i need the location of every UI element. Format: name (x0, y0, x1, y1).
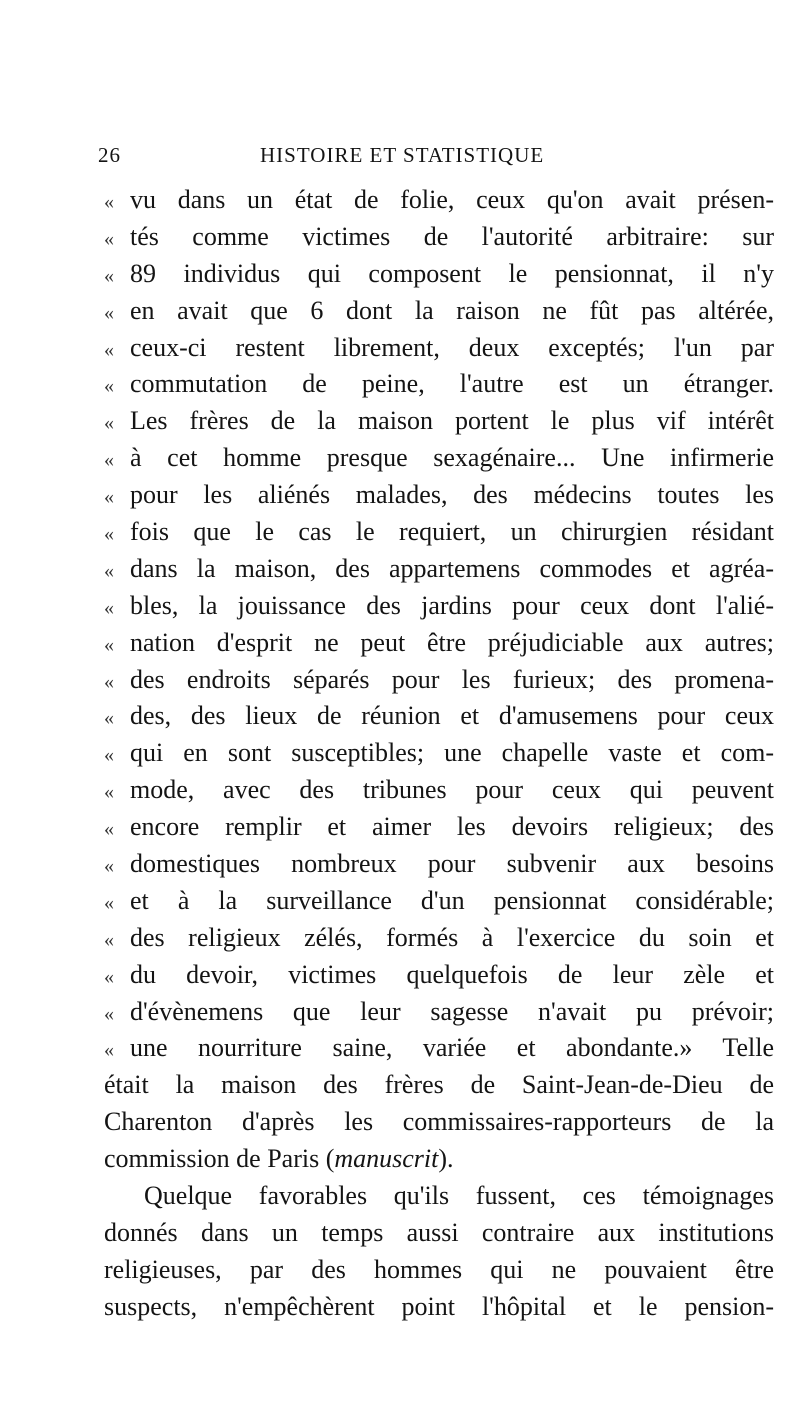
line-text: des religieux zélés, formés à l'exercice du soin et (130, 922, 774, 952)
quote-mark: « (104, 523, 114, 546)
quoted-line (104, 588, 774, 625)
quote-mark: « (104, 781, 114, 804)
quote-mark: « (104, 855, 114, 878)
body-text (104, 182, 774, 1326)
quoted-line (104, 440, 774, 477)
quoted-line (104, 846, 774, 883)
quoted-line (104, 293, 774, 330)
quote-mark: « (104, 818, 114, 841)
quoted-line (104, 772, 774, 809)
line-text: 89 individus qui composent le pensionnat, il n'y (130, 258, 774, 288)
line-text: des, des lieux de réunion et d'amusemens pour ceux (130, 701, 774, 731)
quote-mark: « (104, 633, 114, 656)
line-text: suspects, n'empêchèrent point l'hôpital et le pension- (104, 1291, 774, 1321)
quote-mark: « (104, 301, 114, 324)
line-text: Charenton d'après les commissaires-rapporteurs de la (104, 1107, 774, 1137)
quoted-line (104, 957, 774, 994)
quote-mark: « (104, 707, 114, 730)
quote-mark: « (104, 670, 114, 693)
line-text: une nourriture saine, variée et abondante.» Telle (130, 1033, 774, 1063)
text-line (104, 1289, 774, 1326)
line-text: dans la maison, des appartemens commodes et agréa- (130, 553, 774, 583)
line-text: religieuses, par des hommes qui ne pouvaient être (104, 1254, 774, 1284)
quoted-line (104, 994, 774, 1031)
quote-mark: « (104, 1002, 114, 1025)
line-text: tés comme victimes de l'autorité arbitraire: sur (130, 221, 774, 251)
page-number: 26 (98, 143, 121, 167)
quoted-passage (104, 182, 774, 1067)
line-text: Les frères de la maison portent le plus vif intérêt (130, 406, 774, 436)
line-text: était la maison des frères de Saint-Jean-de-Dieu de (104, 1070, 774, 1100)
continuation-passage (104, 1067, 774, 1141)
running-title: HISTOIRE ET STATISTIQUE (260, 143, 545, 167)
quoted-line (104, 551, 774, 588)
quoted-line (104, 477, 774, 514)
line-text: nation d'esprit ne peut être préjudiciable aux autres; (130, 627, 774, 657)
quoted-line (104, 883, 774, 920)
line-text: Quelque favorables qu'ils fussent, ces témoignages (144, 1181, 774, 1211)
quoted-line (104, 256, 774, 293)
quoted-line (104, 330, 774, 367)
line-text: vu dans un état de folie, ceux qu'on avait présen- (130, 185, 774, 214)
quoted-line (104, 809, 774, 846)
citation-text-before: commission de Paris ( (104, 1144, 335, 1174)
line-text: des endroits séparés pour les furieux; des promena- (130, 664, 774, 694)
quoted-line (104, 698, 774, 735)
quote-mark: « (104, 559, 114, 582)
quote-mark: « (104, 338, 114, 361)
line-text: donnés dans un temps aussi contraire aux institutions (104, 1217, 774, 1247)
quote-mark: « (104, 1039, 114, 1062)
quote-mark: « (104, 744, 114, 767)
line-text: pour les aliénés malades, des médecins toutes les (130, 480, 774, 510)
line-text: ceux-ci restent librement, deux exceptés; l'un par (130, 332, 774, 362)
quoted-line (104, 625, 774, 662)
quote-mark: « (104, 891, 114, 914)
quoted-line (104, 735, 774, 772)
line-text: du devoir, victimes quelquefois de leur zèle et (130, 959, 774, 989)
line-text: bles, la jouissance des jardins pour ceux dont l'alié- (130, 590, 774, 620)
quote-mark: « (104, 486, 114, 509)
quoted-line (104, 403, 774, 440)
text-line (104, 1067, 774, 1104)
text-line (104, 1178, 774, 1215)
quoted-line (104, 219, 774, 256)
quote-mark: « (104, 596, 114, 619)
source-citation-line (104, 1141, 774, 1178)
quote-mark: « (104, 191, 114, 213)
citation-italic: manuscrit (334, 1144, 439, 1174)
running-head (98, 143, 778, 173)
quoted-line (104, 920, 774, 957)
text-line (104, 1104, 774, 1141)
line-text: et à la surveillance d'un pensionnat considérable; (130, 885, 774, 915)
line-text: qui en sont susceptibles; une chapelle vaste et com- (130, 738, 774, 768)
quote-mark: « (104, 264, 114, 287)
line-text: domestiques nombreux pour subvenir aux besoins (130, 849, 774, 879)
quoted-line (104, 366, 774, 403)
quoted-line (104, 1030, 774, 1067)
quote-mark: « (104, 965, 114, 988)
line-text: à cet homme presque sexagénaire... Une infirmerie (130, 443, 774, 473)
text-line (104, 1215, 774, 1252)
line-text: en avait que 6 dont la raison ne fût pas altérée, (130, 295, 774, 325)
line-text: d'évènemens que leur sagesse n'avait pu prévoir; (130, 996, 774, 1026)
quoted-line (104, 662, 774, 699)
quote-mark: « (104, 375, 114, 398)
citation-text-after: ). (438, 1144, 454, 1174)
line-text: mode, avec des tribunes pour ceux qui peuvent (130, 775, 774, 805)
quoted-line (104, 182, 774, 219)
quoted-line (104, 514, 774, 551)
quote-mark: « (104, 928, 114, 951)
quote-mark: « (104, 449, 114, 472)
second-paragraph (104, 1178, 774, 1326)
quote-mark: « (104, 412, 114, 435)
quote-mark: « (104, 227, 114, 250)
text-line (104, 1252, 774, 1289)
line-text: fois que le cas le requiert, un chirurgien résidant (130, 517, 774, 547)
line-text: commutation de peine, l'autre est un étranger. (130, 369, 774, 399)
line-text: encore remplir et aimer les devoirs religieux; des (130, 812, 774, 842)
